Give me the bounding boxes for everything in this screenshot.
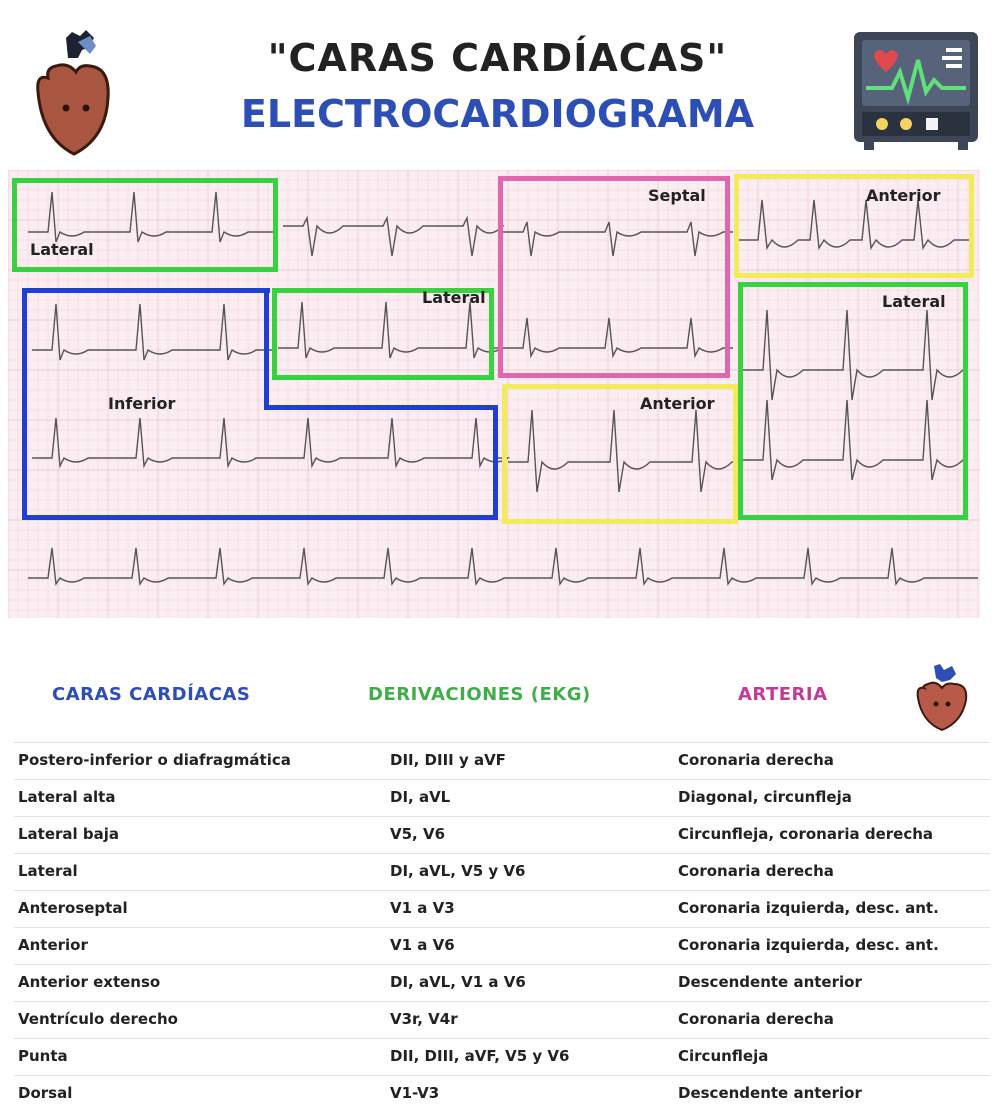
- table-cell-arteria: Coronaria derecha: [678, 751, 834, 769]
- table-cell-derivacion: DI, aVL: [390, 788, 451, 806]
- header-derivaciones: DERIVACIONES (EKG): [368, 684, 591, 705]
- table-row: [14, 964, 990, 1001]
- table-cell-derivacion: DI, aVL, V5 y V6: [390, 862, 526, 880]
- table-row: [14, 779, 990, 816]
- label-anterior-v3: Anterior: [640, 394, 715, 413]
- table-cell-cara: Anterior: [18, 936, 88, 954]
- table-cell-derivacion: V1 a V6: [390, 936, 455, 954]
- faces-table: [14, 742, 990, 1112]
- table-row: [14, 816, 990, 853]
- label-anterior-v4: Anterior: [866, 186, 941, 205]
- table-cell-arteria: Descendente anterior: [678, 973, 862, 991]
- table-cell-cara: Lateral alta: [18, 788, 116, 806]
- table-cell-derivacion: DII, DIII y aVF: [390, 751, 506, 769]
- ecg-strip: [8, 170, 980, 618]
- table-cell-arteria: Coronaria izquierda, desc. ant.: [678, 936, 939, 954]
- table-cell-arteria: Diagonal, circunfleja: [678, 788, 852, 806]
- table-cell-cara: Postero-inferior o diafragmática: [18, 751, 291, 769]
- table-cell-derivacion: DI, aVL, V1 a V6: [390, 973, 526, 991]
- septal-box: [498, 176, 730, 378]
- table-cell-arteria: Coronaria izquierda, desc. ant.: [678, 899, 939, 917]
- table-cell-derivacion: V5, V6: [390, 825, 446, 843]
- table-row: [14, 927, 990, 964]
- table-cell-arteria: Circunfleja: [678, 1047, 769, 1065]
- label-lateral-v5v6: Lateral: [882, 292, 946, 311]
- table-row: [14, 853, 990, 890]
- label-lateral-di: Lateral: [30, 240, 94, 259]
- table-cell-cara: Ventrículo derecho: [18, 1010, 178, 1028]
- table-cell-cara: Dorsal: [18, 1084, 73, 1102]
- table-row: [14, 1038, 990, 1075]
- lateral-box-v5v6: [738, 282, 968, 520]
- page-subtitle: ELECTROCARDIOGRAMA: [240, 92, 755, 136]
- header-arteria: ARTERIA: [738, 684, 828, 705]
- table-cell-derivacion: DII, DIII, aVF, V5 y V6: [390, 1047, 570, 1065]
- table-cell-arteria: Descendente anterior: [678, 1084, 862, 1102]
- label-septal: Septal: [648, 186, 706, 205]
- table-cell-arteria: Circunfleja, coronaria derecha: [678, 825, 934, 843]
- table-row: [14, 1075, 990, 1112]
- page-title: "CARAS CARDÍACAS": [267, 36, 728, 80]
- heart-icon: [914, 662, 970, 732]
- table-cell-cara: Lateral baja: [18, 825, 120, 843]
- table-row: [14, 890, 990, 927]
- table-cell-derivacion: V1-V3: [390, 1084, 440, 1102]
- table-cell-derivacion: V1 a V3: [390, 899, 455, 917]
- table-row: [14, 742, 990, 779]
- table-cell-derivacion: V3r, V4r: [390, 1010, 458, 1028]
- label-lateral-avl: Lateral: [422, 288, 486, 307]
- table-row: [14, 1001, 990, 1038]
- table-cell-arteria: Coronaria derecha: [678, 862, 834, 880]
- table-cell-cara: Punta: [18, 1047, 68, 1065]
- table-cell-cara: Anterior extenso: [18, 973, 161, 991]
- header-caras: CARAS CARDÍACAS: [52, 684, 251, 705]
- monitor-icon: [852, 30, 980, 152]
- table-cell-cara: Lateral: [18, 862, 78, 880]
- table-cell-arteria: Coronaria derecha: [678, 1010, 834, 1028]
- label-inferior: Inferior: [108, 394, 176, 413]
- table-cell-cara: Anteroseptal: [18, 899, 128, 917]
